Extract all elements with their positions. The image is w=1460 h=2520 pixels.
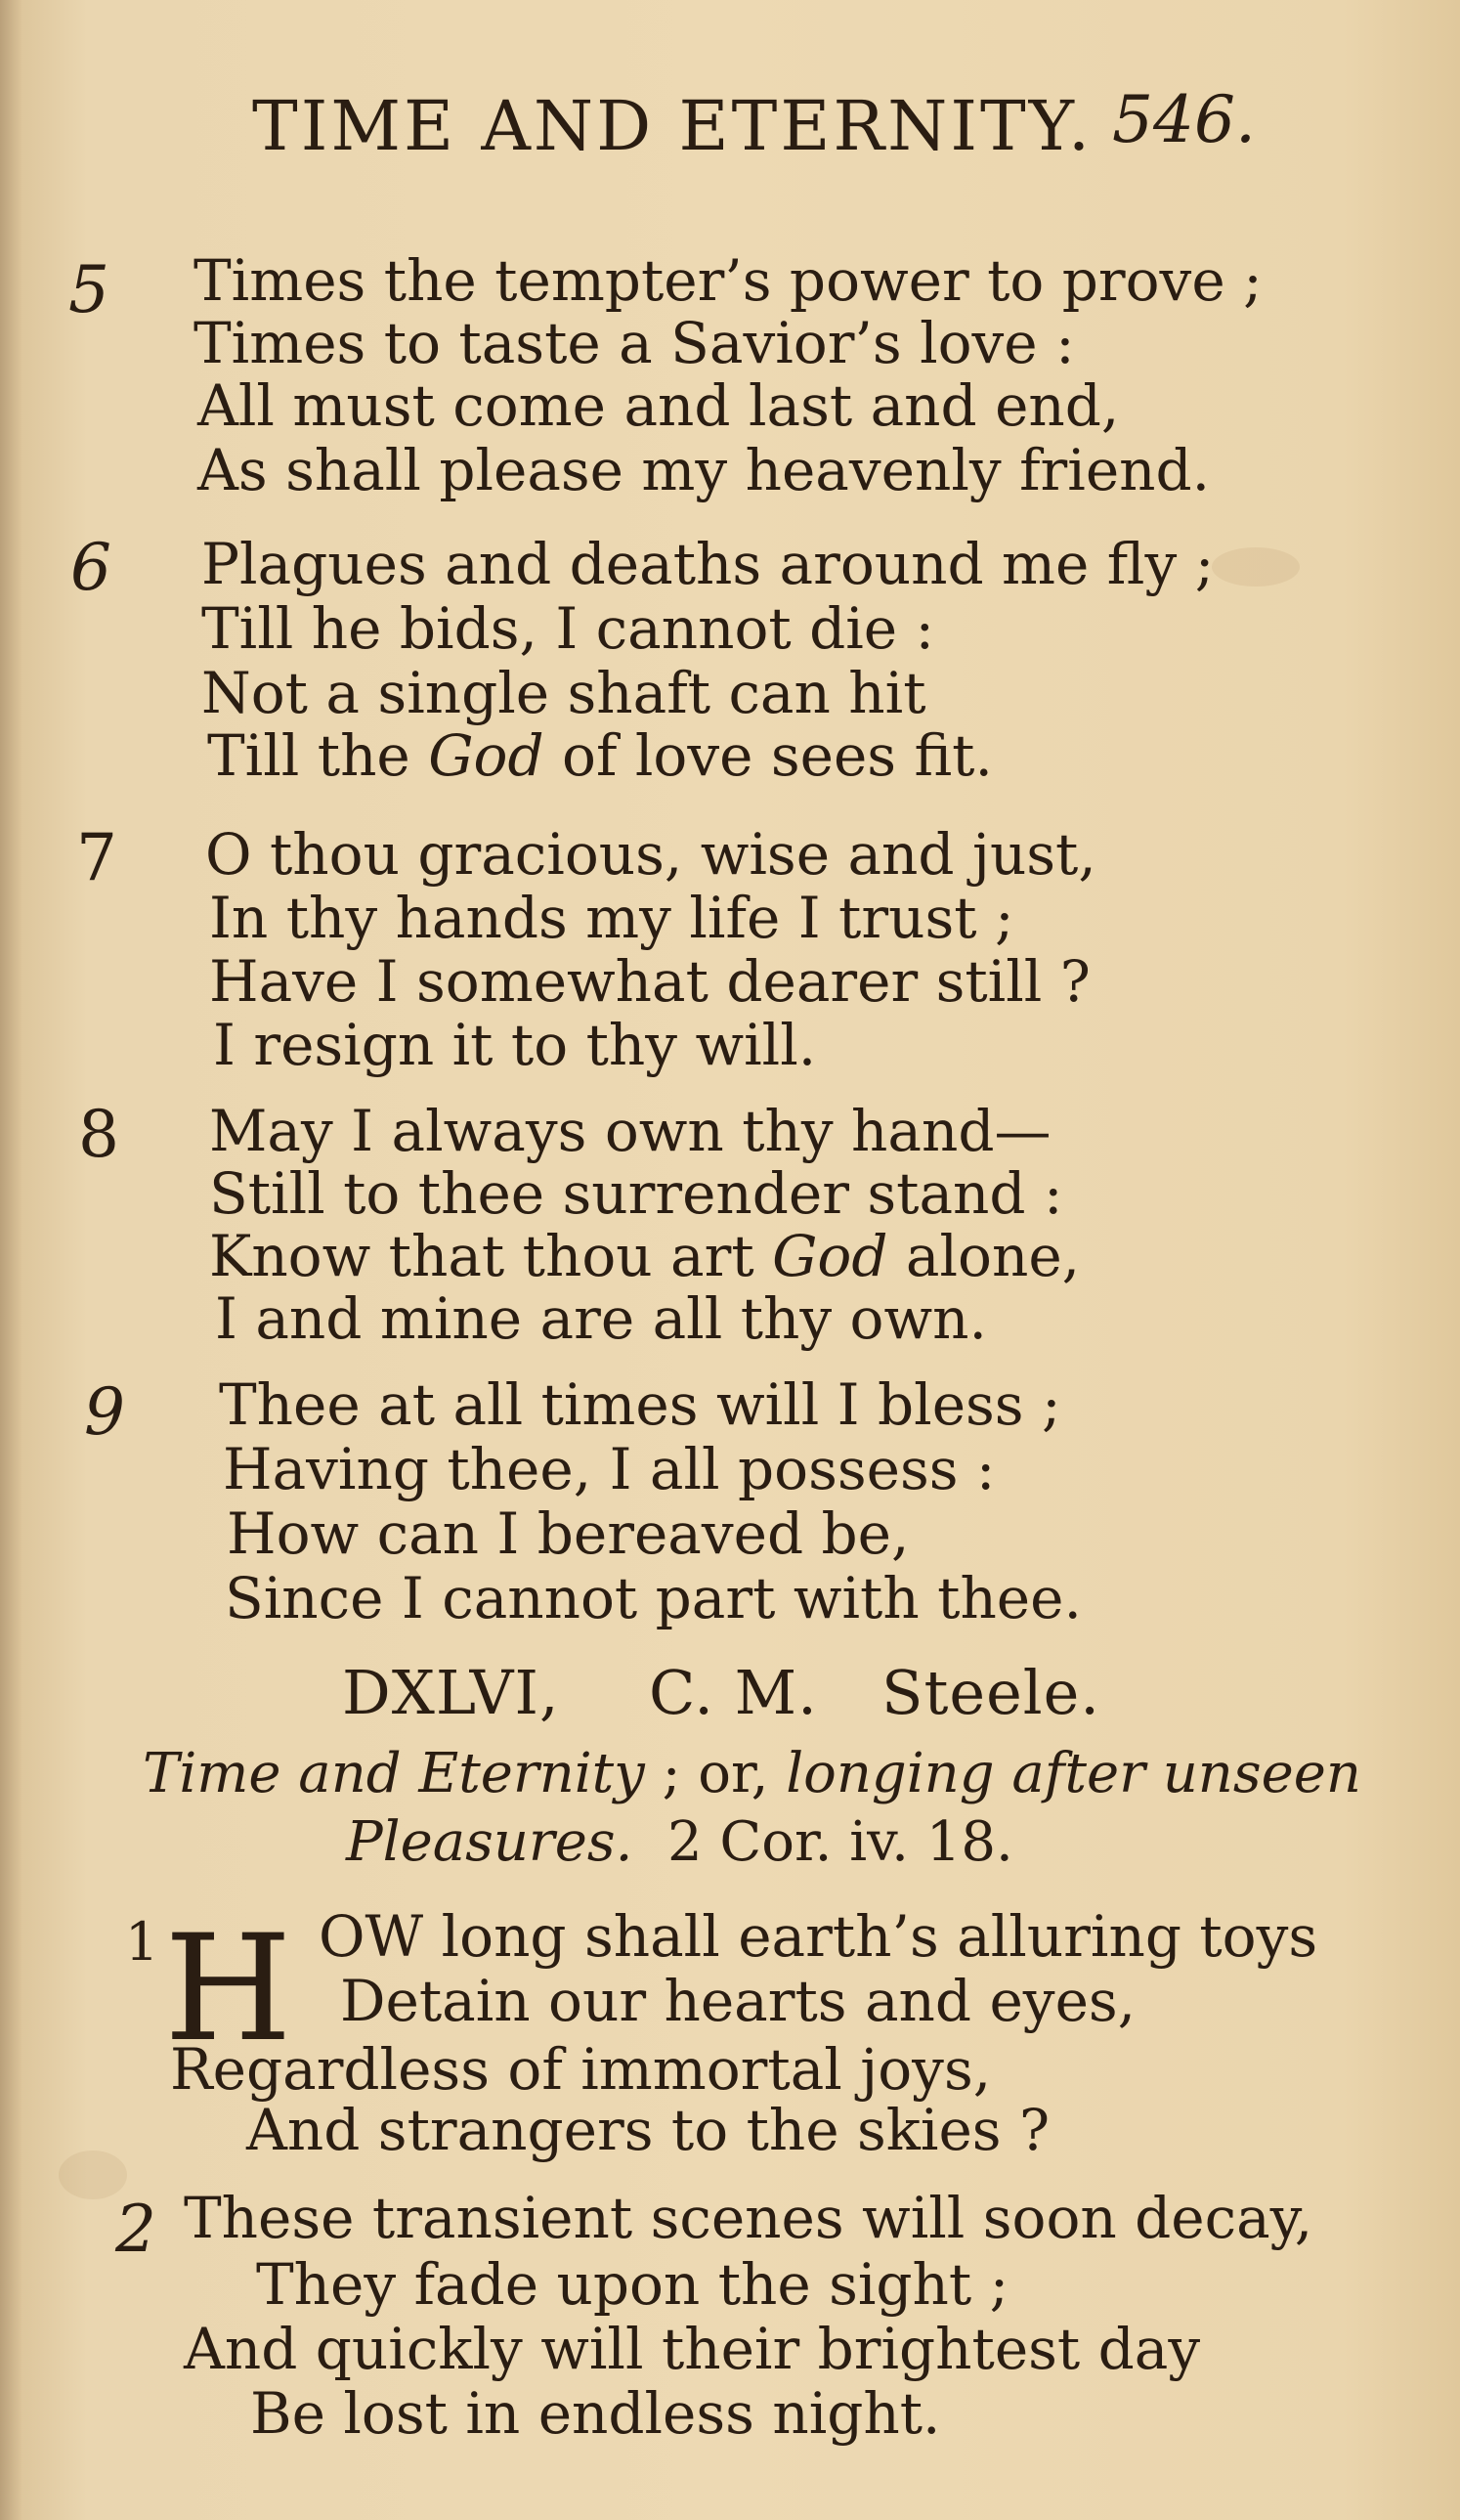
hymn-number: DXLVI, [342,1657,560,1728]
verse-line: Plagues and deaths around me fly ; [201,531,1215,597]
stanza-number: 7 [76,820,117,895]
subtitle-part: ; or, [644,1742,787,1805]
page-number: 546. [1112,82,1256,157]
verse-line: Have I somewhat dearer still ? [209,948,1091,1015]
subtitle-part: Pleasures. [346,1810,633,1874]
stanza-number: 2 [115,2192,156,2267]
page-binding-edge [0,0,21,2520]
drop-cap: H [164,1904,292,2074]
italic-word: God [772,1223,888,1289]
verse-line: Regardless of immortal joys, [170,2036,992,2103]
verse-text: of love sees fit. [562,722,993,789]
verse-line: They fade upon the sight ; [256,2251,1009,2318]
verse-line [207,722,993,789]
verse-line: I resign it to thy will. [213,1012,817,1078]
verse-line: As shall please my heavenly friend. [197,437,1211,503]
verse-line: O thou gracious, wise and just, [205,821,1096,888]
verse-line: These transient scenes will soon decay, [184,2185,1313,2251]
italic-word: God [428,722,544,789]
running-header [252,82,1268,174]
stanza-number: 9 [84,1374,125,1450]
verse-line: Till he bids, I cannot die : [201,595,935,662]
verse-text: Know that thou art [209,1223,754,1289]
subtitle-part: longing after unseen [786,1742,1361,1805]
stanza-number: 8 [78,1097,119,1172]
verse-line [209,1223,1081,1289]
verse-line: Since I cannot part with thee. [225,1565,1082,1631]
stanza-number: 5 [68,252,109,327]
verse-line: Times to taste a Savior’s love : [193,310,1075,376]
scripture-reference: 2 Cor. iv. 18. [666,1810,1013,1874]
stanza-number: 6 [70,530,111,605]
verse-line: Detain our hearts and eyes, [340,1968,1137,2034]
verse-line: All must come and last and end, [197,372,1120,439]
verse-text: alone, [905,1223,1081,1289]
verse-line: Thee at all times will I bless ; [219,1371,1061,1438]
page-title: TIME AND ETERNITY. [252,86,1094,166]
hymn-meter: C. M. [649,1657,818,1728]
verse-line: And strangers to the skies ? [246,2097,1051,2163]
paper-stain [1212,547,1300,587]
verse-line: How can I bereaved be, [227,1500,910,1567]
verse-text: Till the [207,722,410,789]
verse-line: I and mine are all thy own. [215,1285,987,1352]
hymn-subtitle-line-2 [346,1810,1013,1874]
verse-line: Not a single shaft can hit [201,660,926,726]
verse-line: Still to thee surrender stand : [209,1160,1063,1227]
subtitle-part: Time and Eternity [143,1742,645,1805]
hymn-subtitle [143,1742,1361,1805]
stanza-number: 1 [125,1911,159,1973]
verse-line: In thy hands my life I trust ; [209,885,1014,951]
verse-line: Times the tempter’s power to prove ; [193,247,1263,314]
verse-line: Be lost in endless night. [250,2380,941,2447]
verse-line: Having thee, I all possess : [223,1436,996,1502]
verse-line: And quickly will their brightest day [184,2316,1201,2382]
verse-line: May I always own thy hand— [209,1098,1052,1164]
verse-line: OW long shall earth’s alluring toys [319,1903,1318,1970]
hymn-author: Steele. [881,1657,1100,1728]
